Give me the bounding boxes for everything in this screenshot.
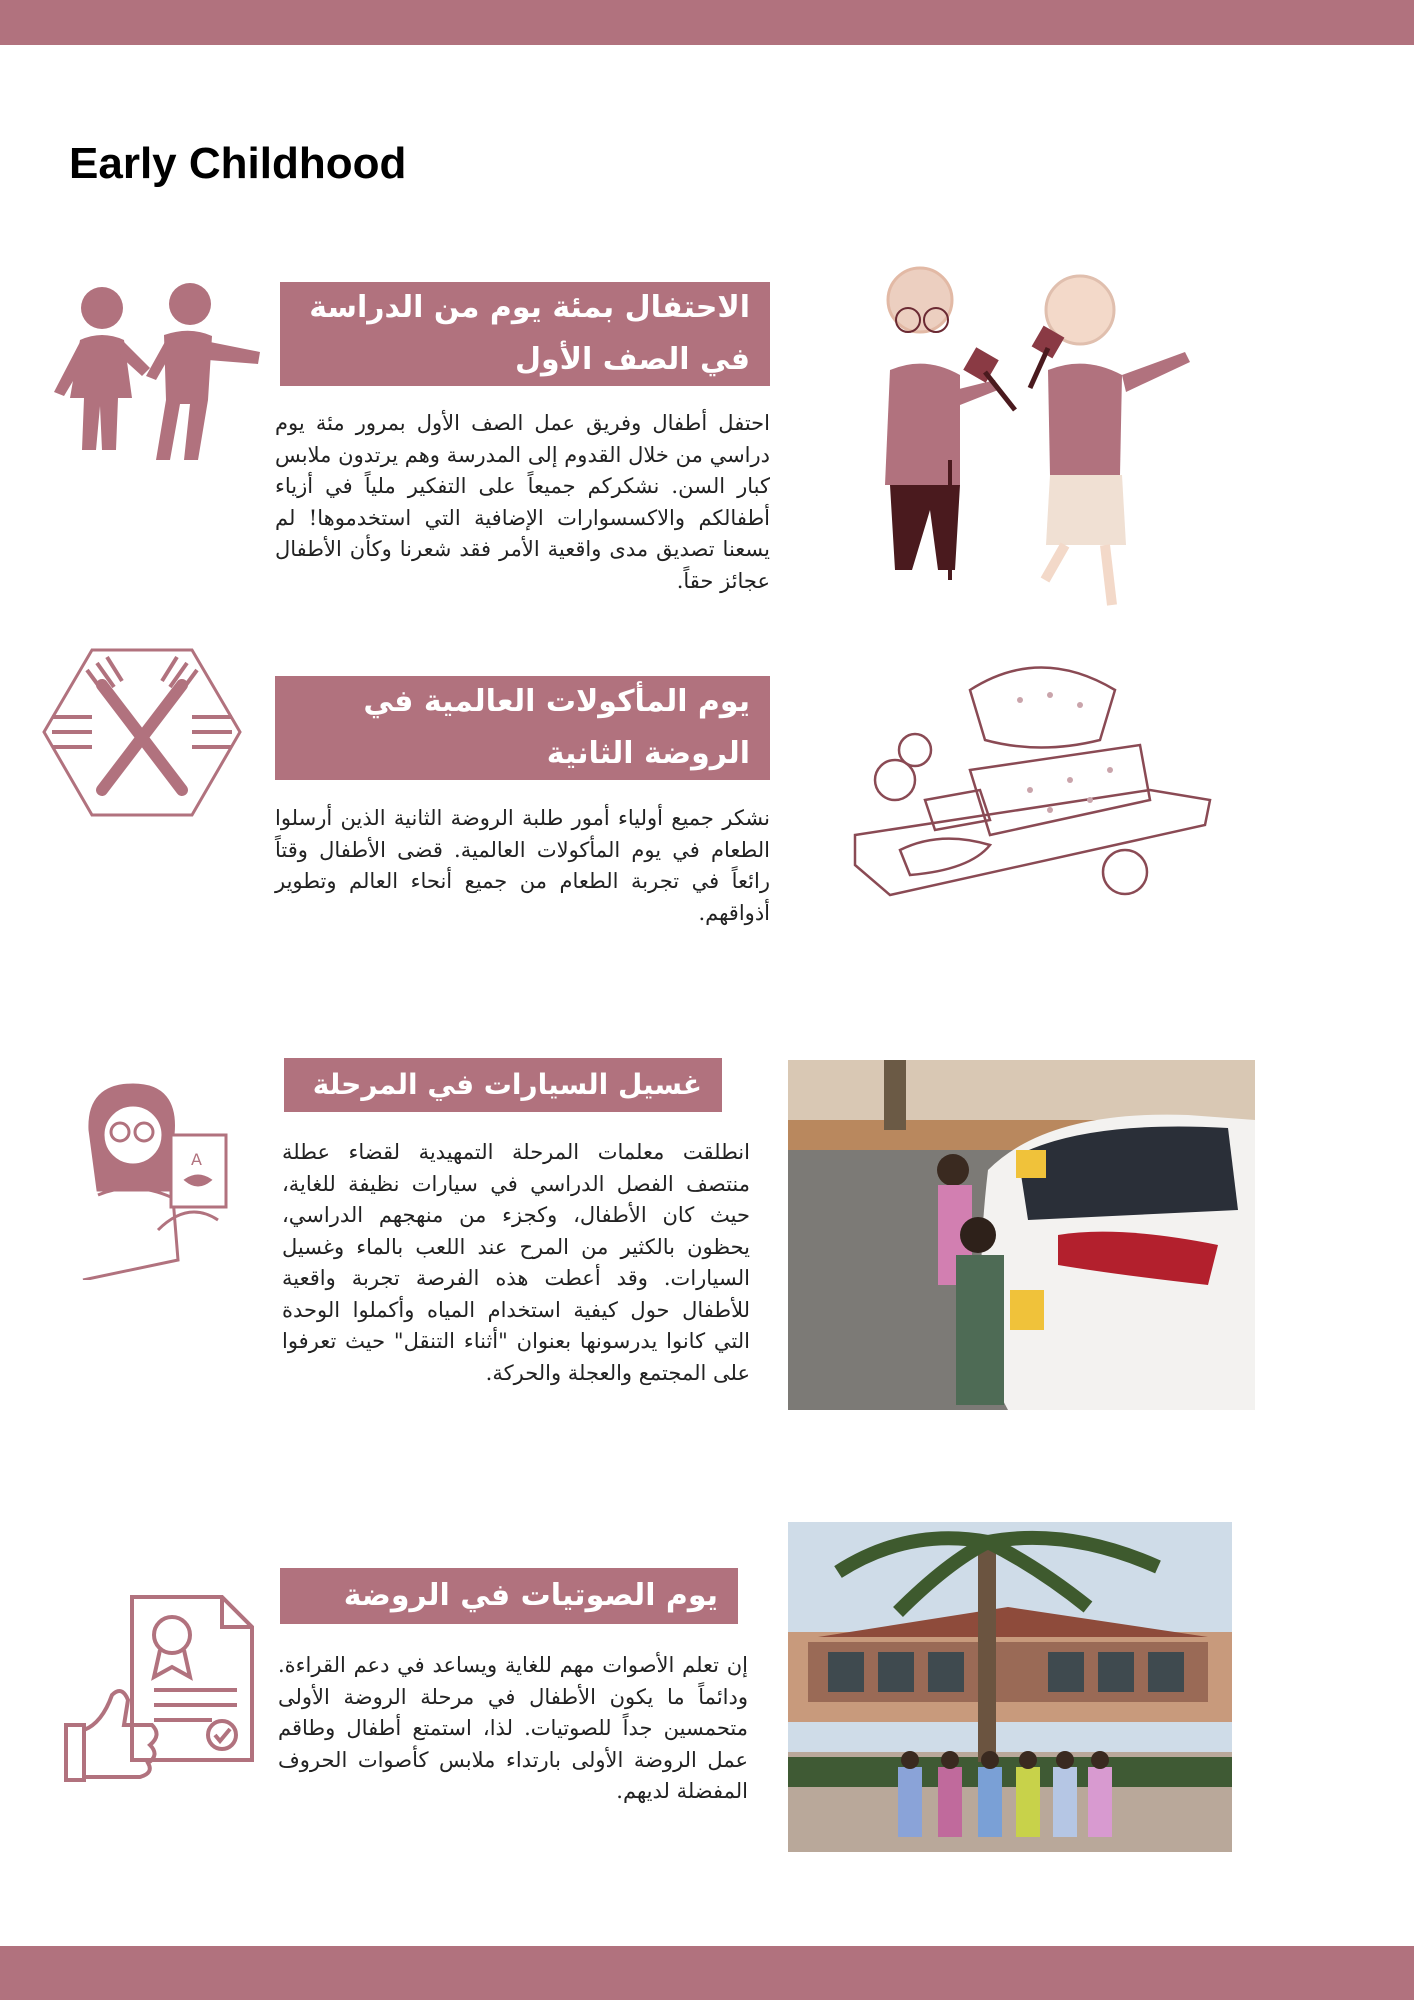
section-2-heading: يوم المأكولات العالمية في الروضة الثانية: [275, 676, 770, 780]
section-1-heading: الاحتفال بمئة يوم من الدراسة في الصف الأول: [280, 282, 770, 386]
certificate-thumbs-up-icon: [62, 1595, 254, 1785]
bottom-banner-bar: [0, 1946, 1414, 2000]
section-1-body: احتفل أطفال وفريق عمل الصف الأول بمرور مئة يوم دراسي من خلال القدوم إلى المدرسة وهم يرتدون ملابس كبار السن. نشكركم جميعاً على التفكير ملياً في أزياء أطفالكم والاكسسوارات الإضافية التي استخدموها! لم يسعنا تصديق مدى واقعية الأمر فقد شعرنا وكأن الأطفال عجائز حقاً.: [275, 411, 770, 593]
elderly-couple-singing-illustration: [850, 260, 1225, 620]
svg-text:A: A: [191, 1150, 202, 1169]
section-4-heading: يوم الصوتيات في الروضة: [280, 1568, 738, 1624]
two-children-icon: [40, 280, 265, 485]
top-banner-bar: [0, 0, 1414, 45]
section-3-body: انطلقت معلمات المرحلة التمهيدية لقضاء عطلة منتصف الفصل الدراسي في سيارات نظيفة للغاية، حيث كان الأطفال، وكجزء من منهجهم الدراسي، يحظون بالكثير من المرح عند اللعب بالماء وغسيل السيارات. وقد أعطت هذه الفرصة تجربة واقعية للأطفال حول كيفية استخدام المياه وأكملوا الوحدة التي كانوا يدرسونها بعنوان "أثناء التنقل" حيث تعرفوا على المجتمع والعجلة والحركة.: [282, 1140, 750, 1385]
crossed-forks-icon: [42, 645, 242, 820]
section-3-heading: غسيل السيارات في المرحلة: [284, 1058, 722, 1112]
children-washing-car-photo: [788, 1060, 1255, 1410]
children-group-palm-photo: [788, 1522, 1232, 1852]
section-2-body: نشكر جميع أولياء أمور طلبة الروضة الثانية الذين أرسلوا الطعام في يوم المأكولات العالمية. قضى الأطفال وقتاً رائعاً في تجربة الطعام من جميع أنحاء العالم وتطوير أذواقهم.: [275, 806, 770, 925]
bread-board-illustration: [850, 650, 1215, 920]
section-4-body: إن تعلم الأصوات مهم للغاية ويساعد في دعم القراءة. ودائماً ما يكون الأطفال في مرحلة الروضة الأولى متحمسين جداً للصوتيات. لذا، استمتع أطفال وطاقم عمل الروضة الأولى بارتداء ملابس كأصوات الحروف المفضلة لديهم.: [278, 1653, 748, 1803]
page-title: Early Childhood: [69, 139, 407, 188]
teacher-with-card-icon: [78, 1080, 243, 1280]
